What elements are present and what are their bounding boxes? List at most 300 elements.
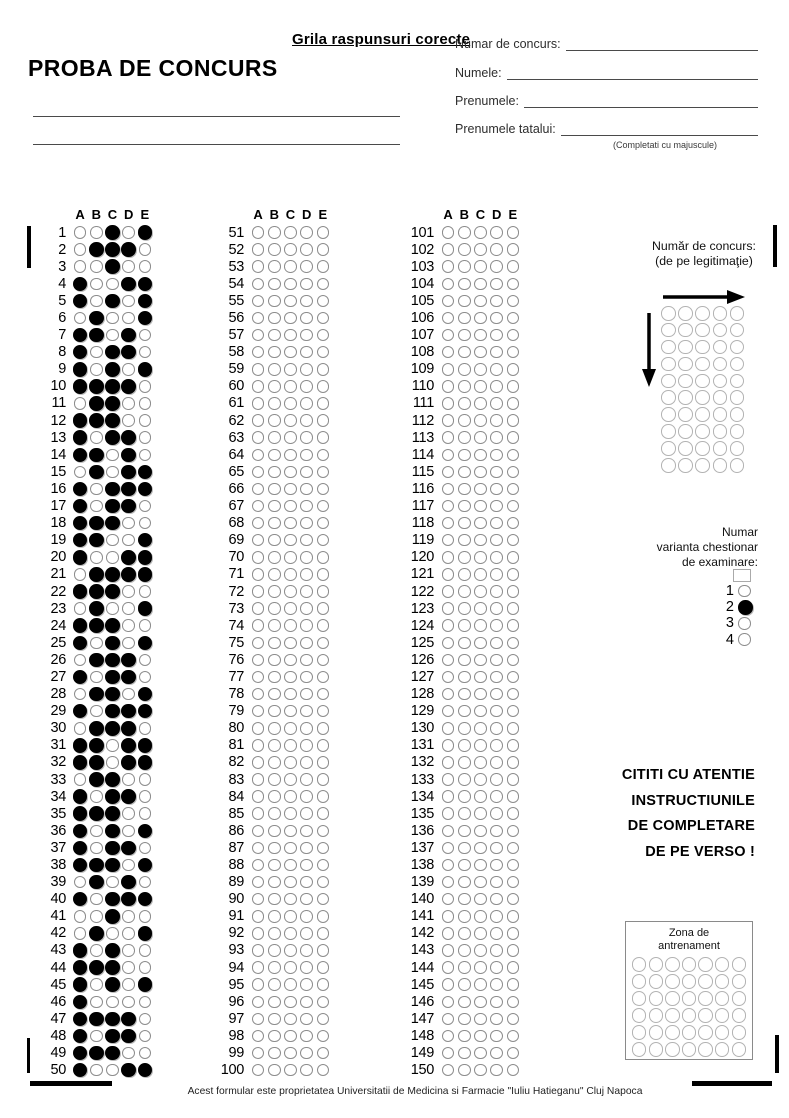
- contest-number-bubble[interactable]: [730, 323, 745, 338]
- answer-bubble[interactable]: [73, 858, 88, 873]
- answer-bubble[interactable]: [300, 790, 313, 803]
- answer-bubble[interactable]: [139, 807, 152, 820]
- answer-bubble[interactable]: [74, 466, 87, 479]
- answer-bubble[interactable]: [317, 910, 330, 923]
- answer-bubble[interactable]: [252, 260, 265, 273]
- answer-bubble[interactable]: [252, 568, 265, 581]
- answer-bubble[interactable]: [122, 517, 135, 530]
- answer-bubble[interactable]: [138, 1063, 153, 1078]
- answer-bubble[interactable]: [90, 790, 103, 803]
- training-zone-bubble[interactable]: [649, 1008, 664, 1023]
- answer-bubble[interactable]: [300, 312, 313, 325]
- answer-bubble[interactable]: [507, 1064, 520, 1077]
- answer-bubble[interactable]: [442, 637, 455, 650]
- answer-bubble[interactable]: [317, 517, 330, 530]
- answer-bubble[interactable]: [284, 260, 297, 273]
- answer-bubble[interactable]: [442, 773, 455, 786]
- answer-bubble[interactable]: [252, 397, 265, 410]
- training-zone-bubble[interactable]: [632, 991, 647, 1006]
- answer-bubble[interactable]: [73, 328, 88, 343]
- contest-number-bubble[interactable]: [695, 424, 710, 439]
- answer-bubble[interactable]: [474, 961, 487, 974]
- answer-bubble[interactable]: [74, 654, 87, 667]
- answer-bubble[interactable]: [300, 688, 313, 701]
- answer-bubble[interactable]: [458, 278, 471, 291]
- contest-number-bubble[interactable]: [678, 458, 693, 473]
- answer-bubble[interactable]: [300, 739, 313, 752]
- training-zone-bubble[interactable]: [649, 957, 664, 972]
- training-zone-bubble[interactable]: [698, 974, 713, 989]
- answer-bubble[interactable]: [442, 978, 455, 991]
- answer-bubble[interactable]: [90, 671, 103, 684]
- answer-bubble[interactable]: [442, 1047, 455, 1060]
- answer-bubble[interactable]: [138, 294, 153, 309]
- answer-bubble[interactable]: [490, 1030, 503, 1043]
- answer-bubble[interactable]: [139, 329, 152, 342]
- answer-bubble[interactable]: [106, 449, 119, 462]
- contest-number-bubble[interactable]: [730, 374, 745, 389]
- answer-bubble[interactable]: [268, 295, 281, 308]
- answer-bubble[interactable]: [268, 260, 281, 273]
- answer-bubble[interactable]: [458, 944, 471, 957]
- answer-bubble[interactable]: [252, 466, 265, 479]
- answer-bubble[interactable]: [317, 1013, 330, 1026]
- answer-bubble[interactable]: [284, 329, 297, 342]
- answer-bubble[interactable]: [268, 944, 281, 957]
- answer-bubble[interactable]: [73, 1012, 88, 1027]
- answer-bubble[interactable]: [507, 842, 520, 855]
- answer-bubble[interactable]: [252, 996, 265, 1009]
- contest-number-bubble[interactable]: [678, 323, 693, 338]
- answer-bubble[interactable]: [121, 841, 136, 856]
- contest-number-bubble[interactable]: [730, 340, 745, 355]
- contest-number-bubble[interactable]: [678, 306, 693, 321]
- answer-bubble[interactable]: [458, 363, 471, 376]
- training-zone-bubble[interactable]: [698, 1025, 713, 1040]
- answer-bubble[interactable]: [490, 363, 503, 376]
- answer-bubble[interactable]: [490, 551, 503, 564]
- answer-bubble[interactable]: [122, 773, 135, 786]
- answer-bubble[interactable]: [300, 807, 313, 820]
- answer-bubble[interactable]: [139, 944, 152, 957]
- answer-bubble[interactable]: [442, 414, 455, 427]
- answer-bubble[interactable]: [252, 978, 265, 991]
- answer-bubble[interactable]: [139, 380, 152, 393]
- training-zone-bubble[interactable]: [665, 1008, 680, 1023]
- answer-bubble[interactable]: [284, 654, 297, 667]
- answer-bubble[interactable]: [284, 807, 297, 820]
- answer-bubble[interactable]: [442, 619, 455, 632]
- training-zone-bubble[interactable]: [682, 1008, 697, 1023]
- answer-bubble[interactable]: [74, 397, 87, 410]
- answer-bubble[interactable]: [507, 329, 520, 342]
- answer-bubble[interactable]: [73, 824, 88, 839]
- answer-bubble[interactable]: [490, 893, 503, 906]
- answer-bubble[interactable]: [252, 842, 265, 855]
- answer-bubble[interactable]: [90, 825, 103, 838]
- answer-bubble[interactable]: [458, 739, 471, 752]
- contest-number-bubble[interactable]: [695, 323, 710, 338]
- answer-bubble[interactable]: [458, 927, 471, 940]
- answer-bubble[interactable]: [442, 449, 455, 462]
- answer-bubble[interactable]: [442, 910, 455, 923]
- answer-bubble[interactable]: [122, 585, 135, 598]
- answer-bubble[interactable]: [490, 910, 503, 923]
- answer-bubble[interactable]: [105, 892, 120, 907]
- answer-bubble[interactable]: [268, 876, 281, 889]
- answer-bubble[interactable]: [268, 688, 281, 701]
- answer-bubble[interactable]: [252, 688, 265, 701]
- answer-bubble[interactable]: [121, 499, 136, 514]
- answer-bubble[interactable]: [89, 242, 104, 257]
- answer-bubble[interactable]: [105, 858, 120, 873]
- answer-bubble[interactable]: [490, 1064, 503, 1077]
- answer-bubble[interactable]: [490, 517, 503, 530]
- contest-number-bubble[interactable]: [730, 441, 745, 456]
- answer-bubble[interactable]: [268, 449, 281, 462]
- answer-bubble[interactable]: [252, 295, 265, 308]
- answer-bubble[interactable]: [474, 295, 487, 308]
- answer-bubble[interactable]: [105, 396, 120, 411]
- answer-bubble[interactable]: [458, 705, 471, 718]
- answer-bubble[interactable]: [252, 585, 265, 598]
- answer-bubble[interactable]: [300, 654, 313, 667]
- answer-bubble[interactable]: [317, 637, 330, 650]
- answer-bubble[interactable]: [268, 363, 281, 376]
- answer-bubble[interactable]: [300, 346, 313, 359]
- answer-bubble[interactable]: [458, 449, 471, 462]
- answer-bubble[interactable]: [458, 466, 471, 479]
- answer-bubble[interactable]: [252, 226, 265, 239]
- answer-bubble[interactable]: [105, 430, 120, 445]
- answer-bubble[interactable]: [268, 807, 281, 820]
- answer-bubble[interactable]: [121, 875, 136, 890]
- answer-bubble[interactable]: [252, 1047, 265, 1060]
- answer-bubble[interactable]: [300, 278, 313, 291]
- contest-number-bubble[interactable]: [713, 340, 728, 355]
- answer-bubble[interactable]: [74, 568, 87, 581]
- answer-bubble[interactable]: [121, 277, 136, 292]
- write-in-line[interactable]: [33, 116, 400, 117]
- answer-bubble[interactable]: [268, 1030, 281, 1043]
- answer-bubble[interactable]: [317, 243, 330, 256]
- answer-bubble[interactable]: [105, 687, 120, 702]
- answer-bubble[interactable]: [122, 363, 135, 376]
- answer-bubble[interactable]: [284, 1064, 297, 1077]
- answer-bubble[interactable]: [507, 346, 520, 359]
- answer-bubble[interactable]: [268, 312, 281, 325]
- answer-bubble[interactable]: [139, 585, 152, 598]
- answer-bubble[interactable]: [89, 1012, 104, 1027]
- training-zone-bubble[interactable]: [632, 974, 647, 989]
- answer-bubble[interactable]: [105, 636, 120, 651]
- answer-bubble[interactable]: [507, 654, 520, 667]
- answer-bubble[interactable]: [458, 1030, 471, 1043]
- answer-bubble[interactable]: [121, 1063, 136, 1078]
- answer-bubble[interactable]: [74, 927, 87, 940]
- contest-number-bubble[interactable]: [661, 323, 676, 338]
- training-zone-bubble[interactable]: [715, 1042, 730, 1057]
- answer-bubble[interactable]: [474, 397, 487, 410]
- answer-bubble[interactable]: [90, 500, 103, 513]
- answer-bubble[interactable]: [507, 773, 520, 786]
- answer-bubble[interactable]: [300, 1013, 313, 1026]
- answer-bubble[interactable]: [490, 927, 503, 940]
- answer-bubble[interactable]: [138, 465, 153, 480]
- answer-bubble[interactable]: [90, 910, 103, 923]
- answer-bubble[interactable]: [317, 927, 330, 940]
- answer-bubble[interactable]: [300, 910, 313, 923]
- answer-bubble[interactable]: [300, 722, 313, 735]
- answer-bubble[interactable]: [507, 602, 520, 615]
- answer-bubble[interactable]: [284, 722, 297, 735]
- answer-bubble[interactable]: [317, 380, 330, 393]
- answer-bubble[interactable]: [105, 909, 120, 924]
- answer-bubble[interactable]: [73, 841, 88, 856]
- answer-bubble[interactable]: [268, 568, 281, 581]
- answer-bubble[interactable]: [73, 806, 88, 821]
- answer-bubble[interactable]: [490, 278, 503, 291]
- answer-bubble[interactable]: [442, 1030, 455, 1043]
- answer-bubble[interactable]: [73, 516, 88, 531]
- contest-number-bubble[interactable]: [678, 374, 693, 389]
- answer-bubble[interactable]: [73, 789, 88, 804]
- answer-bubble[interactable]: [73, 943, 88, 958]
- answer-bubble[interactable]: [317, 842, 330, 855]
- answer-bubble[interactable]: [252, 756, 265, 769]
- answer-bubble[interactable]: [284, 534, 297, 547]
- answer-bubble[interactable]: [73, 1029, 88, 1044]
- identity-field-line[interactable]: [561, 121, 758, 136]
- answer-bubble[interactable]: [490, 944, 503, 957]
- answer-bubble[interactable]: [89, 396, 104, 411]
- answer-bubble[interactable]: [90, 551, 103, 564]
- answer-bubble[interactable]: [284, 346, 297, 359]
- answer-bubble[interactable]: [317, 500, 330, 513]
- answer-bubble[interactable]: [458, 773, 471, 786]
- answer-bubble[interactable]: [300, 825, 313, 838]
- answer-bubble[interactable]: [442, 654, 455, 667]
- answer-bubble[interactable]: [458, 380, 471, 393]
- answer-bubble[interactable]: [300, 500, 313, 513]
- answer-bubble[interactable]: [474, 790, 487, 803]
- answer-bubble[interactable]: [268, 978, 281, 991]
- training-zone-bubble[interactable]: [632, 1025, 647, 1040]
- answer-bubble[interactable]: [490, 397, 503, 410]
- answer-bubble[interactable]: [507, 449, 520, 462]
- answer-bubble[interactable]: [105, 824, 120, 839]
- answer-bubble[interactable]: [121, 465, 136, 480]
- answer-bubble[interactable]: [73, 379, 88, 394]
- answer-bubble[interactable]: [317, 568, 330, 581]
- variant-option-bubble[interactable]: [738, 633, 751, 646]
- answer-bubble[interactable]: [474, 688, 487, 701]
- answer-bubble[interactable]: [252, 859, 265, 872]
- answer-bubble[interactable]: [73, 448, 88, 463]
- answer-bubble[interactable]: [90, 1064, 103, 1077]
- training-zone-bubble[interactable]: [715, 1025, 730, 1040]
- answer-bubble[interactable]: [490, 1013, 503, 1026]
- answer-bubble[interactable]: [138, 704, 153, 719]
- answer-bubble[interactable]: [89, 875, 104, 890]
- contest-number-bubble[interactable]: [730, 424, 745, 439]
- answer-bubble[interactable]: [474, 978, 487, 991]
- answer-bubble[interactable]: [284, 517, 297, 530]
- answer-bubble[interactable]: [89, 379, 104, 394]
- answer-bubble[interactable]: [490, 825, 503, 838]
- answer-bubble[interactable]: [89, 567, 104, 582]
- answer-bubble[interactable]: [474, 243, 487, 256]
- answer-bubble[interactable]: [74, 773, 87, 786]
- answer-bubble[interactable]: [90, 842, 103, 855]
- answer-bubble[interactable]: [300, 551, 313, 564]
- answer-bubble[interactable]: [105, 1029, 120, 1044]
- answer-bubble[interactable]: [268, 226, 281, 239]
- answer-bubble[interactable]: [317, 671, 330, 684]
- answer-bubble[interactable]: [317, 431, 330, 444]
- answer-bubble[interactable]: [507, 363, 520, 376]
- answer-bubble[interactable]: [507, 1013, 520, 1026]
- answer-bubble[interactable]: [138, 311, 153, 326]
- answer-bubble[interactable]: [122, 978, 135, 991]
- answer-bubble[interactable]: [317, 790, 330, 803]
- answer-bubble[interactable]: [139, 722, 152, 735]
- answer-bubble[interactable]: [300, 466, 313, 479]
- answer-bubble[interactable]: [252, 773, 265, 786]
- contest-number-bubble[interactable]: [713, 390, 728, 405]
- contest-number-bubble[interactable]: [661, 374, 676, 389]
- answer-bubble[interactable]: [89, 413, 104, 428]
- training-zone-bubble[interactable]: [715, 991, 730, 1006]
- answer-bubble[interactable]: [300, 996, 313, 1009]
- answer-bubble[interactable]: [89, 653, 104, 668]
- contest-number-bubble[interactable]: [695, 374, 710, 389]
- answer-bubble[interactable]: [442, 483, 455, 496]
- answer-bubble[interactable]: [474, 278, 487, 291]
- answer-bubble[interactable]: [442, 961, 455, 974]
- answer-bubble[interactable]: [105, 977, 120, 992]
- answer-bubble[interactable]: [138, 550, 153, 565]
- answer-bubble[interactable]: [317, 825, 330, 838]
- answer-bubble[interactable]: [284, 363, 297, 376]
- answer-bubble[interactable]: [442, 705, 455, 718]
- training-zone-bubble[interactable]: [632, 1042, 647, 1057]
- answer-bubble[interactable]: [73, 277, 88, 292]
- answer-bubble[interactable]: [317, 260, 330, 273]
- answer-bubble[interactable]: [139, 517, 152, 530]
- answer-bubble[interactable]: [139, 619, 152, 632]
- answer-bubble[interactable]: [106, 278, 119, 291]
- answer-bubble[interactable]: [268, 243, 281, 256]
- answer-bubble[interactable]: [284, 551, 297, 564]
- answer-bubble[interactable]: [507, 927, 520, 940]
- answer-bubble[interactable]: [458, 226, 471, 239]
- answer-bubble[interactable]: [300, 893, 313, 906]
- answer-bubble[interactable]: [284, 619, 297, 632]
- answer-bubble[interactable]: [89, 448, 104, 463]
- answer-bubble[interactable]: [507, 1030, 520, 1043]
- answer-bubble[interactable]: [106, 1064, 119, 1077]
- answer-bubble[interactable]: [458, 414, 471, 427]
- variant-write-box[interactable]: [733, 569, 751, 582]
- answer-bubble[interactable]: [105, 721, 120, 736]
- answer-bubble[interactable]: [458, 568, 471, 581]
- answer-bubble[interactable]: [490, 773, 503, 786]
- answer-bubble[interactable]: [73, 499, 88, 514]
- contest-number-bubble[interactable]: [730, 357, 745, 372]
- answer-bubble[interactable]: [105, 943, 120, 958]
- answer-bubble[interactable]: [268, 380, 281, 393]
- answer-bubble[interactable]: [300, 243, 313, 256]
- answer-bubble[interactable]: [458, 329, 471, 342]
- answer-bubble[interactable]: [300, 756, 313, 769]
- answer-bubble[interactable]: [90, 996, 103, 1009]
- answer-bubble[interactable]: [490, 466, 503, 479]
- answer-bubble[interactable]: [490, 243, 503, 256]
- answer-bubble[interactable]: [139, 1030, 152, 1043]
- answer-bubble[interactable]: [284, 602, 297, 615]
- answer-bubble[interactable]: [252, 500, 265, 513]
- answer-bubble[interactable]: [507, 790, 520, 803]
- answer-bubble[interactable]: [507, 397, 520, 410]
- answer-bubble[interactable]: [458, 1013, 471, 1026]
- answer-bubble[interactable]: [89, 465, 104, 480]
- answer-bubble[interactable]: [105, 516, 120, 531]
- answer-bubble[interactable]: [90, 483, 103, 496]
- answer-bubble[interactable]: [474, 449, 487, 462]
- identity-field-line[interactable]: [566, 36, 758, 51]
- answer-bubble[interactable]: [284, 295, 297, 308]
- answer-bubble[interactable]: [458, 859, 471, 872]
- answer-bubble[interactable]: [442, 739, 455, 752]
- answer-bubble[interactable]: [490, 414, 503, 427]
- answer-bubble[interactable]: [252, 910, 265, 923]
- answer-bubble[interactable]: [300, 773, 313, 786]
- contest-number-bubble[interactable]: [678, 340, 693, 355]
- contest-number-bubble[interactable]: [713, 424, 728, 439]
- answer-bubble[interactable]: [252, 876, 265, 889]
- answer-bubble[interactable]: [138, 926, 153, 941]
- answer-bubble[interactable]: [139, 397, 152, 410]
- answer-bubble[interactable]: [300, 295, 313, 308]
- answer-bubble[interactable]: [74, 688, 87, 701]
- answer-bubble[interactable]: [139, 260, 152, 273]
- answer-bubble[interactable]: [268, 602, 281, 615]
- answer-bubble[interactable]: [139, 654, 152, 667]
- answer-bubble[interactable]: [300, 380, 313, 393]
- answer-bubble[interactable]: [474, 466, 487, 479]
- answer-bubble[interactable]: [474, 483, 487, 496]
- answer-bubble[interactable]: [300, 602, 313, 615]
- answer-bubble[interactable]: [252, 483, 265, 496]
- answer-bubble[interactable]: [458, 842, 471, 855]
- answer-bubble[interactable]: [490, 226, 503, 239]
- answer-bubble[interactable]: [474, 705, 487, 718]
- answer-bubble[interactable]: [442, 431, 455, 444]
- answer-bubble[interactable]: [122, 944, 135, 957]
- answer-bubble[interactable]: [74, 876, 87, 889]
- training-zone-bubble[interactable]: [632, 1008, 647, 1023]
- answer-bubble[interactable]: [458, 688, 471, 701]
- answer-bubble[interactable]: [122, 312, 135, 325]
- answer-bubble[interactable]: [89, 1046, 104, 1061]
- answer-bubble[interactable]: [300, 619, 313, 632]
- contest-number-bubble[interactable]: [713, 441, 728, 456]
- answer-bubble[interactable]: [317, 551, 330, 564]
- answer-bubble[interactable]: [268, 893, 281, 906]
- answer-bubble[interactable]: [300, 534, 313, 547]
- answer-bubble[interactable]: [458, 602, 471, 615]
